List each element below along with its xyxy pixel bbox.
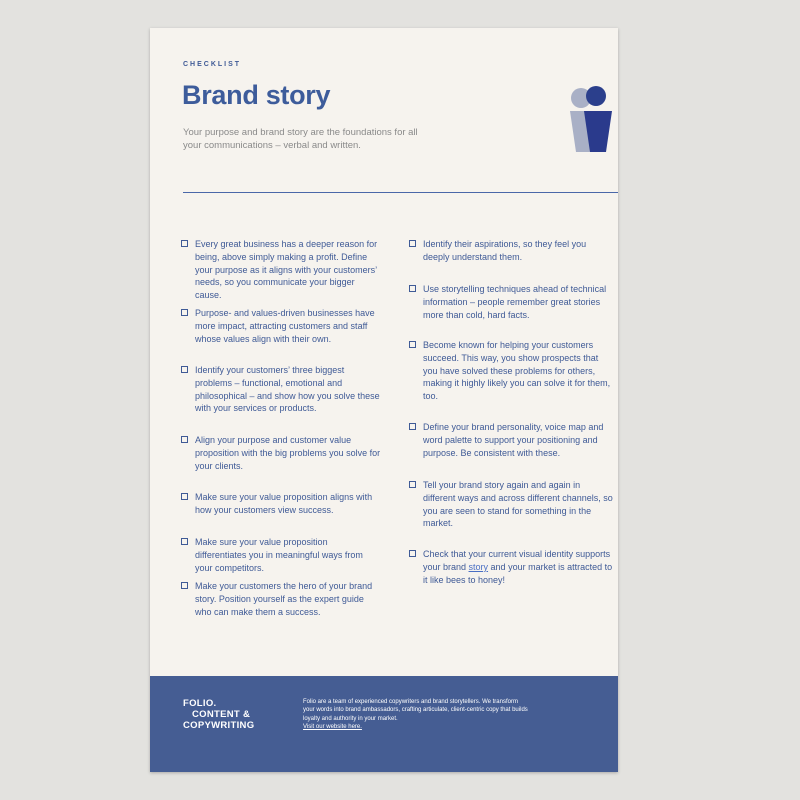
checkbox-icon[interactable] bbox=[181, 366, 188, 373]
checkbox-icon[interactable] bbox=[181, 582, 188, 589]
checklist-item[interactable] bbox=[409, 421, 614, 459]
checkbox-icon[interactable] bbox=[181, 436, 188, 443]
checklist-item[interactable] bbox=[409, 283, 614, 321]
checklist-item[interactable] bbox=[409, 238, 614, 264]
checkbox-icon[interactable] bbox=[181, 309, 188, 316]
checkbox-icon[interactable] bbox=[181, 240, 188, 247]
checklist-page bbox=[150, 28, 618, 772]
checklist-item-text bbox=[423, 548, 614, 586]
checkbox-icon[interactable] bbox=[409, 341, 416, 348]
checklist-item[interactable] bbox=[409, 548, 614, 586]
brand-line: COPYWRITING bbox=[183, 720, 255, 731]
about-text: Folio are a team of experienced copywriters and brand storytellers. We transform your words into brand ambassadors, crafting articulate, client-centric copy that builds loyalty and authority in your market. bbox=[303, 699, 528, 722]
checklist-item-text: Make sure your value proposition differentiates you in meaningful ways from your competitors. bbox=[195, 537, 363, 573]
checklist-item-text: Identify your customers’ three biggest problems – functional, emotional and philosophical – and show how you solve these with your services or products. bbox=[195, 365, 380, 414]
checklist-item[interactable] bbox=[181, 434, 381, 472]
item-text-after-link: and your market is attracted to it like bees to honey! bbox=[423, 561, 613, 585]
checklist-item[interactable] bbox=[181, 580, 381, 618]
checklist-item-text: Become known for helping your customers succeed. This way, you show prospects that you have solved these problems for others, making it highly likely you can solve it for them, too. bbox=[423, 340, 611, 402]
eyebrow-label: CHECKLIST bbox=[183, 61, 242, 68]
story-link[interactable]: story bbox=[468, 561, 489, 572]
checklist-item-text: Align your purpose and customer value proposition with the big problems you solve for your clients. bbox=[195, 435, 381, 471]
checkbox-icon[interactable] bbox=[181, 538, 188, 545]
footer bbox=[150, 676, 618, 772]
brand-logo bbox=[183, 698, 254, 731]
checklist-item[interactable] bbox=[181, 307, 381, 345]
checkbox-icon[interactable] bbox=[181, 493, 188, 500]
checklist-item-text: Identify their aspirations, so they feel you deeply understand them. bbox=[423, 239, 587, 262]
checkbox-icon[interactable] bbox=[409, 240, 416, 247]
checklist-item[interactable] bbox=[181, 364, 381, 415]
page-title: Brand story bbox=[182, 80, 331, 110]
item-text-before-link: Check that your current visual identity supports your brand bbox=[423, 549, 611, 572]
checklist-item-text: Use storytelling techniques ahead of technical information – people remember great stories more than cold, hard facts. bbox=[423, 284, 607, 320]
checkbox-icon[interactable] bbox=[409, 550, 416, 557]
checklist-item-text: Every great business has a deeper reason for being, above simply making a profit. Define your purpose as it aligns with your customers’ needs, so you communicate your bigger cause. bbox=[195, 239, 378, 301]
checkbox-icon[interactable] bbox=[409, 481, 416, 488]
checkbox-icon[interactable] bbox=[409, 423, 416, 430]
website-link[interactable]: Visit our website here. bbox=[303, 723, 362, 730]
checklist-item-text: Make sure your value proposition aligns with how your customers view success. bbox=[195, 492, 373, 515]
about-text-block bbox=[303, 698, 528, 731]
brand-line: FOLIO. bbox=[183, 698, 217, 709]
checkbox-icon[interactable] bbox=[409, 285, 416, 292]
checklist-item[interactable] bbox=[181, 238, 381, 302]
checklist-item-text: Define your brand personality, voice map and word palette to support your positioning and purpose. Be consistent with these. bbox=[423, 422, 604, 458]
checklist-item[interactable] bbox=[181, 536, 381, 574]
checklist-item-text: Purpose- and values-driven businesses have more impact, attracting customers and staff whose values align with their own. bbox=[195, 308, 375, 344]
intro-text: Your purpose and brand story are the foundations for all your communications – verbal and written. bbox=[183, 127, 418, 151]
person-icon bbox=[569, 86, 615, 154]
checklist-item[interactable] bbox=[409, 479, 614, 530]
checklist-item-text: Make your customers the hero of your brand story. Position yourself as the expert guide who can make them a success. bbox=[195, 581, 373, 617]
checklist-item[interactable] bbox=[181, 491, 381, 517]
brand-line: CONTENT & bbox=[192, 709, 251, 720]
checklist-item-text: Tell your brand story again and again in different ways and across different channels, so you are seen to stand for something in the market. bbox=[423, 480, 613, 529]
divider bbox=[183, 192, 618, 193]
checklist-item[interactable] bbox=[409, 339, 614, 403]
